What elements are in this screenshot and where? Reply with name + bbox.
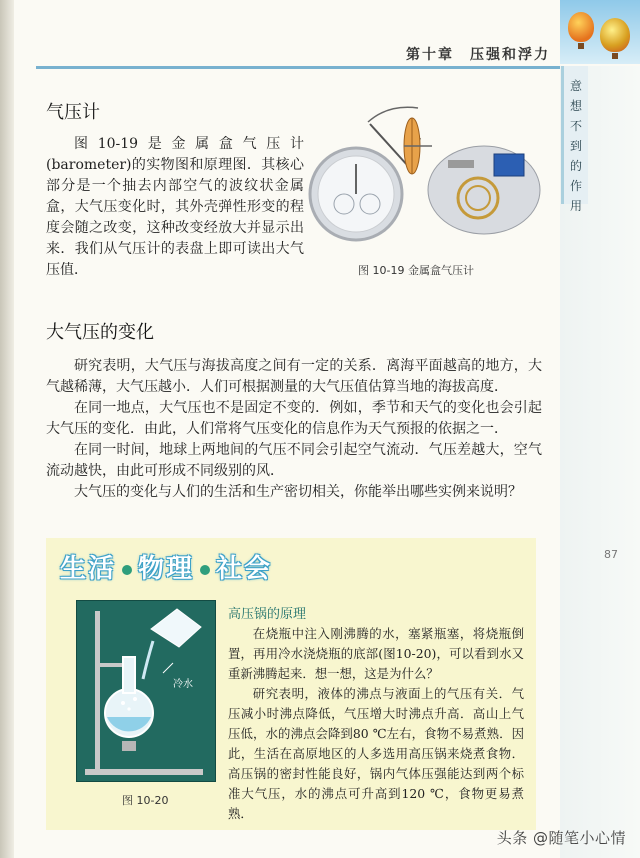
bubble [127,707,130,710]
mechanism-block [494,154,524,176]
balloon-icon [568,12,594,42]
box-title-part: 生活 [60,554,117,584]
paragraph: 研究表明，大气压与海拔高度之间有一定的关系．离海平面越高的地方，大气越稀薄，大气压越小．人们可根据测量的大气压值估算当地的海拔高度． [46,358,542,395]
side-label-char: 想 [569,99,582,113]
side-label-char: 的 [569,159,582,173]
flask-illustration [77,601,215,781]
water-stream [143,641,153,679]
paragraph: 在烧瓶中注入刚沸腾的水，塞紧瓶塞，将烧瓶倒置，再用冷水浇烧瓶的底部(图10-20)，可以看到水又重新沸腾起来．想一想，这是为什么？ [228,626,524,681]
side-label-char: 不 [569,119,582,133]
bubble [121,701,125,705]
cold-water-label: 冷水 [173,679,193,690]
barometer-text: 图10-19是金属盒气压计(barometer)的实物图和原理图．其核心部分是一个抽去内部空气的波纹状金属盒，大气压变化时，其外壳弹性形变的程度会随之改变，这种改变经放大并显示出来．我们从气压计的表盘上即可读出大气压值． [46,136,304,278]
paragraph: 在同一时间，地球上两地间的气压不同会引起空气流动．气压差越大，空气流动越快，由此可形成不同级别的风． [46,442,542,479]
title-dot-icon [200,565,210,575]
box-title [60,548,272,585]
flask-figure [76,600,216,782]
stand-rod [95,611,100,773]
figure-caption-10-19: 图 10-19 金属盒气压计 [358,264,474,277]
section-title-barometer: 气压计 [46,102,100,123]
watermark: 头条 @随笔小心情 [496,829,626,847]
side-label-char: 意 [569,79,582,93]
section-title-pressure-change: 大气压的变化 [46,322,154,343]
paragraph: 在同一地点，大气压也不是固定不变的．例如，季节和天气的变化也会引起大气压的变化．由此，人们常将气压变化的信息作为天气预报的依据之一． [46,400,542,437]
beaker [151,609,201,647]
side-label-char: 作 [569,179,582,193]
bubble [133,697,137,701]
title-dot-icon [122,565,132,575]
barometer-paragraph [46,134,304,281]
label-leader [163,663,173,673]
flask-neck [123,657,135,693]
stand-base [85,769,203,775]
box-title-part: 社会 [216,554,273,584]
chapter-title: 第十章 压强和浮力 [406,47,550,63]
mechanism-bar [448,160,474,168]
flask-stopper [122,741,136,751]
page-binding-shadow [0,0,14,858]
barometer-figure [308,94,544,254]
side-label [564,76,588,216]
pressure-change-text [46,356,542,503]
hot-air-balloon-picture [560,0,640,64]
box-text [228,624,524,824]
balloon-icon [600,18,630,52]
paragraph: 大气压的变化与人们的生活和生产密切相关，你能举出哪些实例来说明？ [74,484,522,500]
paragraph: 研究表明，液体的沸点与液面上的气压有关．气压减小时沸点降低，气压增大时沸点升高．高山上气压低，水的沸点会降到80 ℃左右，食物不易煮熟．因此，生活在高原地区的人多选用高压锅来烧煮食物．高压锅的密封性能良好，锅内气体压强能达到两个标准大气压，水的沸点可升高到120 ℃，食物更易煮熟． [228,686,524,821]
side-label-char: 用 [569,199,582,213]
side-label-char: 到 [569,139,582,153]
box-title-part: 物理 [138,554,195,584]
figure-caption-10-20: 图 10-20 [122,794,169,807]
box-subtitle: 高压锅的原理 [228,607,307,622]
page-number: 87 [604,548,618,561]
